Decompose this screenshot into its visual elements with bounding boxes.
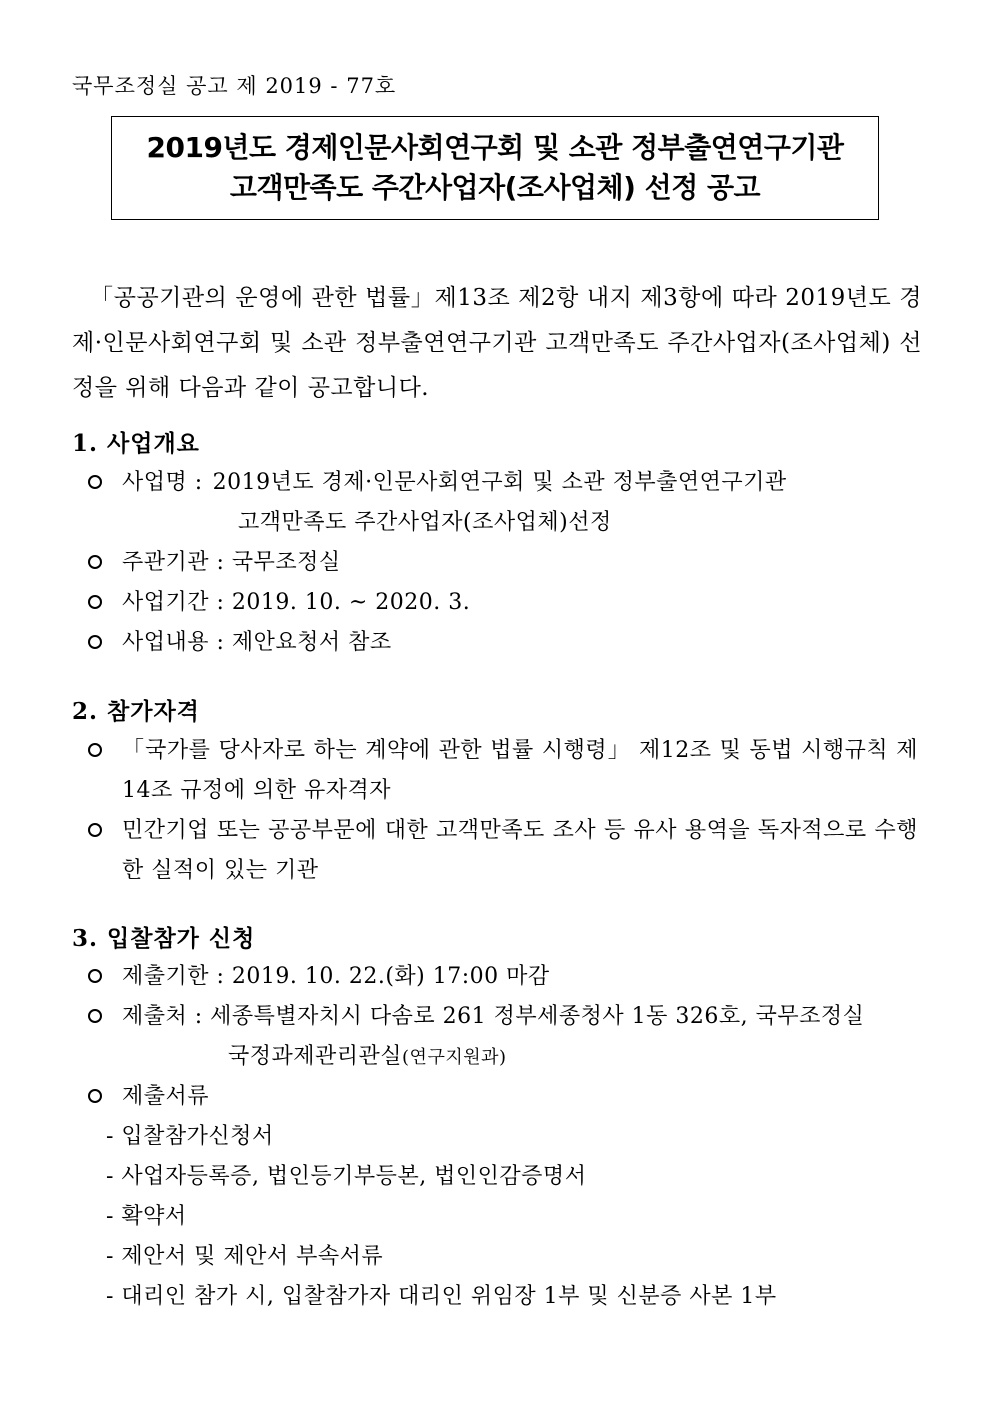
circle-bullet-icon <box>88 969 102 983</box>
item-text: 사업기간 : 2019. 10. ~ 2020. 3. <box>122 590 471 615</box>
section-3-item-3 <box>88 1077 209 1117</box>
circle-bullet-icon <box>88 743 102 757</box>
circle-bullet-icon <box>88 1009 102 1023</box>
item-label: 사업명 : <box>122 470 203 495</box>
circle-bullet-icon <box>88 635 102 649</box>
circle-bullet-icon <box>88 823 102 837</box>
item-text: 제출처 : 세종특별자치시 다솜로 261 정부세종청사 1동 326호, 국무조정실 <box>122 1004 865 1029</box>
section-1-item-1 <box>88 463 787 503</box>
section-3-item-1 <box>88 957 550 997</box>
section-3-item-2-continued <box>228 1037 507 1078</box>
section-2-item-1: 「국가를 당사자로 하는 계약에 관한 법률 시행령」 제12조 및 동법 시행규칙 제14조 규정에 의한 유자격자 <box>122 738 918 803</box>
section-1-item-3 <box>88 583 470 623</box>
item-text: 제출기한 : 2019. 10. 22.(화) 17:00 마감 <box>122 964 550 989</box>
document-item: - 입찰참가신청서 <box>106 1124 274 1149</box>
section-2-heading: 2. 참가자격 <box>72 698 200 725</box>
item-value: 2019년도 경제·인문사회연구회 및 소관 정부출연연구기관 <box>212 470 787 495</box>
section-3-heading: 3. 입찰참가 신청 <box>72 925 256 952</box>
title-box <box>111 116 879 220</box>
title-line-2: 고객만족도 주간사업자(조사업체) 선정 공고 <box>229 171 761 204</box>
document-item: - 대리인 참가 시, 입찰참가자 대리인 위임장 1부 및 신분증 사본 1부 <box>106 1284 777 1309</box>
circle-bullet-icon <box>88 595 102 609</box>
circle-bullet-icon <box>88 1089 102 1103</box>
document-item: - 사업자등록증, 법인등기부등본, 법인인감증명서 <box>106 1164 587 1189</box>
section-3-item-2 <box>88 997 864 1037</box>
section-1-item-1-continued: 고객만족도 주간사업자(조사업체)선정 <box>238 510 612 535</box>
item-text: 사업내용 : 제안요청서 참조 <box>122 630 392 655</box>
office-name: 국정과제관리관실 <box>228 1044 403 1069</box>
circle-bullet-icon <box>88 475 102 489</box>
title-line-1: 2019년도 경제인문사회연구회 및 소관 정부출연연구기관 <box>146 131 844 164</box>
section-1-item-2 <box>88 543 341 583</box>
item-text: 제출서류 <box>122 1084 210 1109</box>
item-text: 주관기관 : 국무조정실 <box>122 550 341 575</box>
intro-paragraph: 「공공기관의 운영에 관한 법률」제13조 제2항 내지 제3항에 따라 2019년도 경제·인문사회연구회 및 소관 정부출연연구기관 고객만족도 주간사업자(조사업체) 선정을 위해 다음과 같이 공고합니다. <box>72 285 922 401</box>
section-1-heading: 1. 사업개요 <box>72 430 200 457</box>
document-item: - 제안서 및 제안서 부속서류 <box>106 1244 384 1269</box>
office-division: (연구지원과) <box>402 1047 507 1068</box>
document-item: - 확약서 <box>106 1204 187 1229</box>
section-1-item-4 <box>88 623 392 663</box>
section-2-item-2: 민간기업 또는 공공부문에 대한 고객만족도 조사 등 유사 용역을 독자적으로 수행한 실적이 있는 기관 <box>122 818 918 883</box>
notice-number: 국무조정실 공고 제 2019 - 77호 <box>72 74 397 98</box>
circle-bullet-icon <box>88 555 102 569</box>
